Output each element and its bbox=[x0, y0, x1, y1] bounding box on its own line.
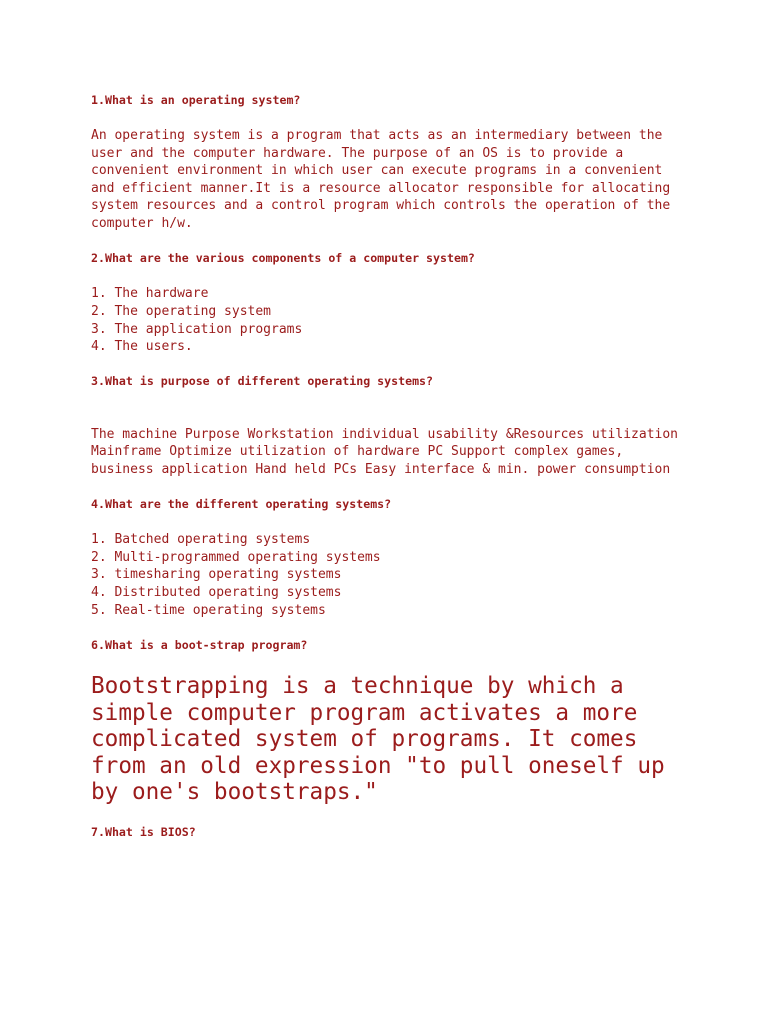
question-3-heading: 3.What is purpose of different operating systems? bbox=[91, 374, 434, 389]
components-list bbox=[91, 285, 678, 355]
list-item: 2. Multi-programmed operating systems bbox=[91, 549, 381, 565]
list-item: 4. The users. bbox=[91, 339, 193, 355]
list-item: 3. The application programs bbox=[91, 321, 303, 337]
list-item: 1. Batched operating systems bbox=[91, 532, 311, 548]
question-7-heading: 7.What is BIOS? bbox=[91, 825, 196, 840]
os-types-list bbox=[91, 531, 678, 619]
answer-3-text: The machine Purpose Workstation individual usability &Resources utilization Mainframe Optimize utilization of hardware PC Support complex games, business application Hand held PCs Easy interface & min. power consumption bbox=[91, 426, 678, 477]
list-item: 1. The hardware bbox=[91, 286, 209, 302]
list-item: 5. Real-time operating systems bbox=[91, 602, 326, 618]
answer-6-text: Bootstrapping is a technique by which a simple computer program activates a more complicated system of programs. It comes from an old expression "to pull oneself up by one's bootstraps." bbox=[91, 673, 665, 805]
question-2-heading: 2.What are the various components of a computer system? bbox=[91, 251, 475, 266]
list-item: 4. Distributed operating systems bbox=[91, 585, 342, 601]
list-item: 3. timesharing operating systems bbox=[91, 567, 342, 583]
question-6-heading: 6.What is a boot-strap program? bbox=[91, 637, 308, 652]
question-4-heading: 4.What are the different operating systems? bbox=[91, 497, 392, 512]
list-item: 2. The operating system bbox=[91, 303, 272, 319]
answer-1-text: An operating system is a program that acts as an intermediary between the user and the computer hardware. The purpose of an OS is to provide a convenient environment in which user can execute programs in a convenient and efficient manner.It is a resource allocator responsible for allocating system resources and a control program which controls the operation of the computer h/w. bbox=[91, 128, 671, 232]
question-1-heading: 1.What is an operating system? bbox=[91, 93, 301, 107]
